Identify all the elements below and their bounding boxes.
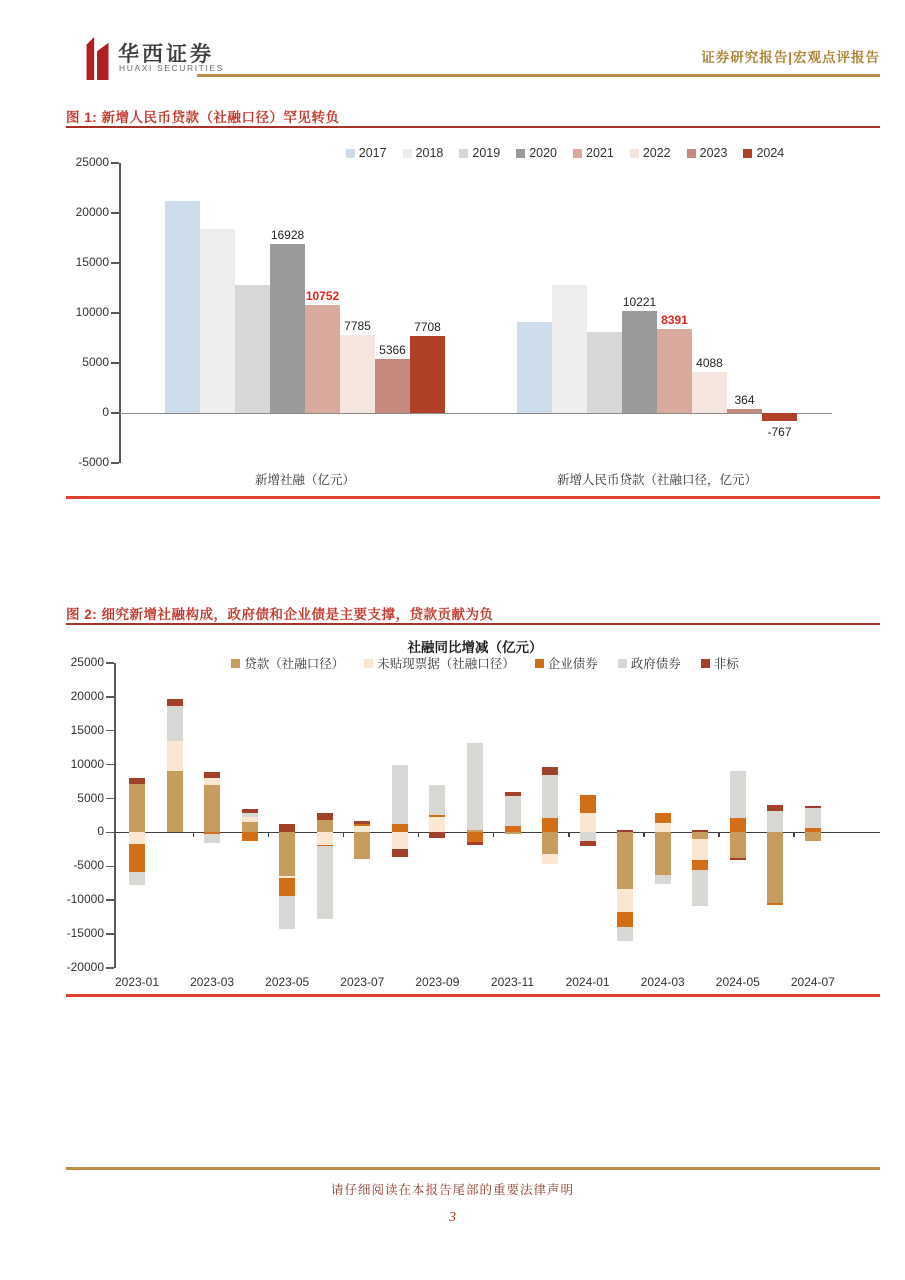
- figure2-caption: 图 2: 细究新增社融构成，政府债和企业债是主要支撑，贷款贡献为负: [66, 607, 494, 622]
- bar-segment: [692, 860, 708, 870]
- bar-segment: [129, 872, 145, 885]
- bar: [657, 329, 692, 413]
- bar-segment: [392, 765, 408, 824]
- bar-segment: [392, 832, 408, 849]
- y-tick-label: 20000: [70, 688, 104, 703]
- bar-label: 4088: [696, 356, 723, 371]
- bar-segment: [354, 826, 370, 833]
- y-tick-mark: [111, 212, 119, 214]
- bar-segment: [617, 832, 633, 889]
- bar-segment: [580, 795, 596, 813]
- bar-segment: [279, 878, 295, 896]
- bar-segment: [730, 818, 746, 832]
- x-tick-mark: [193, 832, 195, 837]
- bar-segment: [767, 811, 783, 833]
- bar-segment: [505, 792, 521, 795]
- bar-segment: [692, 870, 708, 905]
- bar-segment: [204, 785, 220, 832]
- legend-label: 2024: [756, 146, 785, 160]
- huaxi-logo-icon: [85, 36, 111, 80]
- bar-label: 16928: [270, 227, 305, 242]
- x-tick-mark: [418, 832, 420, 837]
- y-tick-mark: [106, 967, 114, 969]
- bar-segment: [429, 815, 445, 817]
- x-tick-label: 2023-11: [490, 975, 535, 989]
- y-tick-label: 5000: [77, 790, 104, 805]
- bar: [762, 413, 797, 421]
- legend-swatch-icon: [346, 149, 355, 158]
- bar-segment: [655, 813, 671, 823]
- bar-label: 7785: [344, 319, 371, 334]
- y-tick-mark: [106, 662, 114, 664]
- bar-segment: [692, 830, 708, 833]
- y-tick-mark: [106, 764, 114, 766]
- legend: [250, 146, 880, 160]
- x-tick-label: 2023-07: [340, 975, 385, 989]
- bar-segment: [429, 832, 445, 837]
- legend-swatch-icon: [231, 659, 240, 668]
- legend-swatch-icon: [687, 149, 696, 158]
- bar: [587, 332, 622, 413]
- bar-segment: [429, 785, 445, 815]
- legend-swatch-icon: [701, 659, 710, 668]
- x-tick-mark: [493, 832, 495, 837]
- bar-segment: [580, 813, 596, 833]
- bar: [165, 201, 200, 413]
- category-label: 新增人民币贷款（社融口径，亿元）: [556, 473, 757, 487]
- legend-label: 企业债券: [547, 657, 598, 671]
- bar: [410, 336, 445, 413]
- y-tick-label: -15000: [66, 926, 104, 941]
- y-tick-mark: [106, 730, 114, 732]
- legend-item: [535, 654, 598, 672]
- bar-label: 10221: [622, 294, 657, 309]
- bar: [517, 322, 552, 413]
- x-tick-label: 2023-05: [265, 975, 310, 989]
- y-tick-mark: [111, 312, 119, 314]
- bar-segment: [204, 834, 220, 843]
- bar-segment: [655, 832, 671, 875]
- bar-segment: [167, 741, 183, 771]
- bar-segment: [317, 813, 333, 820]
- bar-segment: [692, 832, 708, 839]
- legend-item: [701, 654, 739, 672]
- category-label: 新增社融（亿元）: [254, 473, 355, 487]
- bar-segment: [129, 778, 145, 784]
- bar-segment: [542, 832, 558, 854]
- bar-segment: [505, 826, 521, 832]
- bar-segment: [354, 832, 370, 858]
- bar-segment: [617, 912, 633, 927]
- bar-label: -767: [767, 424, 792, 439]
- bar-segment: [542, 854, 558, 864]
- x-tick-label: 2023-03: [190, 975, 235, 989]
- y-tick-label: -20000: [66, 959, 104, 974]
- footer-divider: [66, 1167, 880, 1170]
- figure2-bottom-divider: [66, 994, 880, 997]
- legend-item: [630, 146, 671, 160]
- legend-swatch-icon: [516, 149, 525, 158]
- bar-segment: [204, 772, 220, 778]
- legend-swatch-icon: [743, 149, 752, 158]
- bar-segment: [317, 832, 333, 844]
- bar-segment: [129, 784, 145, 833]
- figure1-caption: 图 1: 新增人民币贷款（社融口径）罕见转负: [66, 110, 340, 125]
- bar-segment: [167, 771, 183, 833]
- bar-segment: [242, 813, 258, 817]
- figure1-caption-underline: [66, 126, 880, 128]
- x-tick-label: 2023-01: [114, 975, 160, 989]
- x-tick-label: 2024-07: [790, 975, 835, 989]
- bar: [270, 244, 305, 413]
- y-tick-mark: [106, 866, 114, 868]
- legend-item: [573, 146, 614, 160]
- y-tick-label: -5000: [73, 858, 104, 873]
- bar-segment: [805, 806, 821, 808]
- bar-segment: [767, 903, 783, 905]
- bar-segment: [542, 767, 558, 776]
- x-tick-label: 2024-05: [715, 975, 760, 989]
- bar-segment: [129, 832, 145, 844]
- bar-segment: [242, 832, 258, 841]
- y-tick-mark: [111, 412, 119, 414]
- legend-item: [364, 654, 515, 672]
- bar-segment: [467, 832, 483, 841]
- x-tick-label: 2023-09: [415, 975, 460, 989]
- bar-segment: [730, 832, 746, 858]
- y-tick-label: 25000: [75, 155, 109, 169]
- y-tick-label: -5000: [78, 455, 109, 469]
- bar-segment: [505, 832, 521, 833]
- y-axis-line: [114, 663, 116, 968]
- legend-swatch-icon: [535, 659, 544, 668]
- bar-segment: [242, 822, 258, 832]
- y-tick-label: 25000: [70, 654, 104, 669]
- bar-segment: [242, 809, 258, 814]
- bar-label: 364: [734, 393, 755, 408]
- bar-segment: [617, 889, 633, 912]
- bar-segment: [317, 820, 333, 832]
- bar-segment: [429, 817, 445, 833]
- chart2-title: 社融同比增减（亿元）: [407, 640, 543, 655]
- bar-segment: [279, 824, 295, 832]
- bar-segment: [354, 821, 370, 824]
- bar-segment: [392, 849, 408, 857]
- bar-segment: [767, 832, 783, 902]
- legend-swatch-icon: [403, 149, 412, 158]
- legend-item: [459, 146, 500, 160]
- legend-item: [231, 654, 344, 672]
- legend-label: 政府债券: [630, 657, 681, 671]
- legend-label: 2019: [472, 146, 501, 160]
- bar-segment: [354, 824, 370, 825]
- bar-segment: [617, 830, 633, 833]
- x-tick-mark: [643, 832, 645, 837]
- legend-item: [516, 146, 557, 160]
- legend-label: 非标: [713, 657, 739, 671]
- logo-text-en: HUAXI SECURITIES: [119, 63, 224, 73]
- bar: [552, 285, 587, 413]
- y-tick-label: 0: [102, 405, 109, 419]
- y-tick-label: 0: [97, 824, 104, 839]
- y-axis-line: [119, 163, 121, 463]
- y-tick-label: 15000: [75, 255, 109, 269]
- legend-label: 2021: [586, 146, 614, 160]
- bar-segment: [655, 875, 671, 884]
- y-tick-mark: [111, 262, 119, 264]
- bar-label: 5366: [379, 343, 406, 358]
- bar-segment: [692, 839, 708, 860]
- x-tick-mark: [343, 832, 345, 837]
- bar-segment: [467, 743, 483, 830]
- legend-label: 2022: [642, 146, 671, 160]
- bar-segment: [279, 832, 295, 875]
- legend-item: [346, 146, 387, 160]
- bar-segment: [167, 699, 183, 706]
- legend-item: [403, 146, 444, 160]
- figure1-bottom-divider: [66, 496, 880, 499]
- bar: [200, 229, 235, 413]
- bar-segment: [242, 817, 258, 822]
- logo-text-cn: 华西证券: [118, 43, 214, 66]
- legend-label: 贷款（社融口径）: [244, 657, 345, 671]
- bar-label: 10752: [305, 289, 340, 304]
- x-tick-label: 2024-01: [565, 975, 610, 989]
- y-tick-label: 20000: [75, 205, 109, 219]
- legend-swatch-icon: [630, 149, 639, 158]
- bar-segment: [655, 823, 671, 832]
- y-tick-mark: [111, 162, 119, 164]
- bar-segment: [317, 846, 333, 919]
- legend-item: [743, 146, 784, 160]
- bar-segment: [580, 832, 596, 841]
- header-divider: [197, 74, 880, 77]
- x-tick-mark: [568, 832, 570, 837]
- legend-label: 2020: [529, 146, 557, 160]
- legend-label: 2017: [358, 146, 387, 160]
- legend-label: 未贴现票据（社融口径）: [377, 657, 515, 671]
- bar-segment: [129, 844, 145, 872]
- bar: [375, 359, 410, 413]
- zero-axis-line: [115, 832, 880, 834]
- y-tick-mark: [106, 933, 114, 935]
- bar-segment: [617, 927, 633, 941]
- x-tick-label: 2024-03: [640, 975, 685, 989]
- bar-segment: [580, 841, 596, 846]
- bar-segment: [204, 778, 220, 785]
- legend-swatch-icon: [459, 149, 468, 158]
- figure2-caption-underline: [66, 623, 880, 625]
- page-number: 3: [449, 1210, 456, 1225]
- y-tick-label: 15000: [70, 722, 104, 737]
- bar-segment: [505, 796, 521, 827]
- disclaimer: 请仔细阅读在本报告尾部的重要法律声明: [330, 1183, 574, 1197]
- bar-segment: [730, 771, 746, 818]
- y-tick-mark: [106, 832, 114, 834]
- bar-segment: [805, 832, 821, 840]
- bar-segment: [805, 808, 821, 828]
- bar: [235, 285, 270, 413]
- bar-segment: [279, 896, 295, 929]
- legend-label: 2023: [699, 146, 728, 160]
- bar-segment: [392, 824, 408, 832]
- bar-segment: [542, 775, 558, 818]
- bar: [727, 409, 762, 413]
- y-tick-mark: [106, 696, 114, 698]
- y-tick-label: 10000: [75, 305, 109, 319]
- x-tick-mark: [718, 832, 720, 837]
- legend-item: [618, 654, 681, 672]
- legend-swatch-icon: [364, 659, 373, 668]
- legend-label: 2018: [415, 146, 444, 160]
- legend-swatch-icon: [618, 659, 627, 668]
- y-tick-label: -10000: [66, 892, 104, 907]
- x-tick-mark: [268, 832, 270, 837]
- legend: [115, 654, 855, 672]
- bar-label: 7708: [414, 319, 441, 334]
- legend-swatch-icon: [573, 149, 582, 158]
- bar-segment: [767, 805, 783, 811]
- y-tick-mark: [111, 462, 119, 464]
- bar-label: 8391: [661, 313, 688, 328]
- y-tick-label: 5000: [82, 355, 109, 369]
- bar-segment: [542, 818, 558, 832]
- y-tick-mark: [106, 899, 114, 901]
- x-tick-mark: [793, 832, 795, 837]
- y-tick-label: 10000: [70, 756, 104, 771]
- report-type-label: 证券研究报告|宏观点评报告: [701, 50, 880, 65]
- bar-segment: [730, 858, 746, 860]
- y-tick-mark: [111, 362, 119, 364]
- legend-item: [687, 146, 728, 160]
- y-tick-mark: [106, 798, 114, 800]
- bar-segment: [467, 842, 483, 845]
- bar-segment: [167, 706, 183, 741]
- bar-segment: [805, 828, 821, 833]
